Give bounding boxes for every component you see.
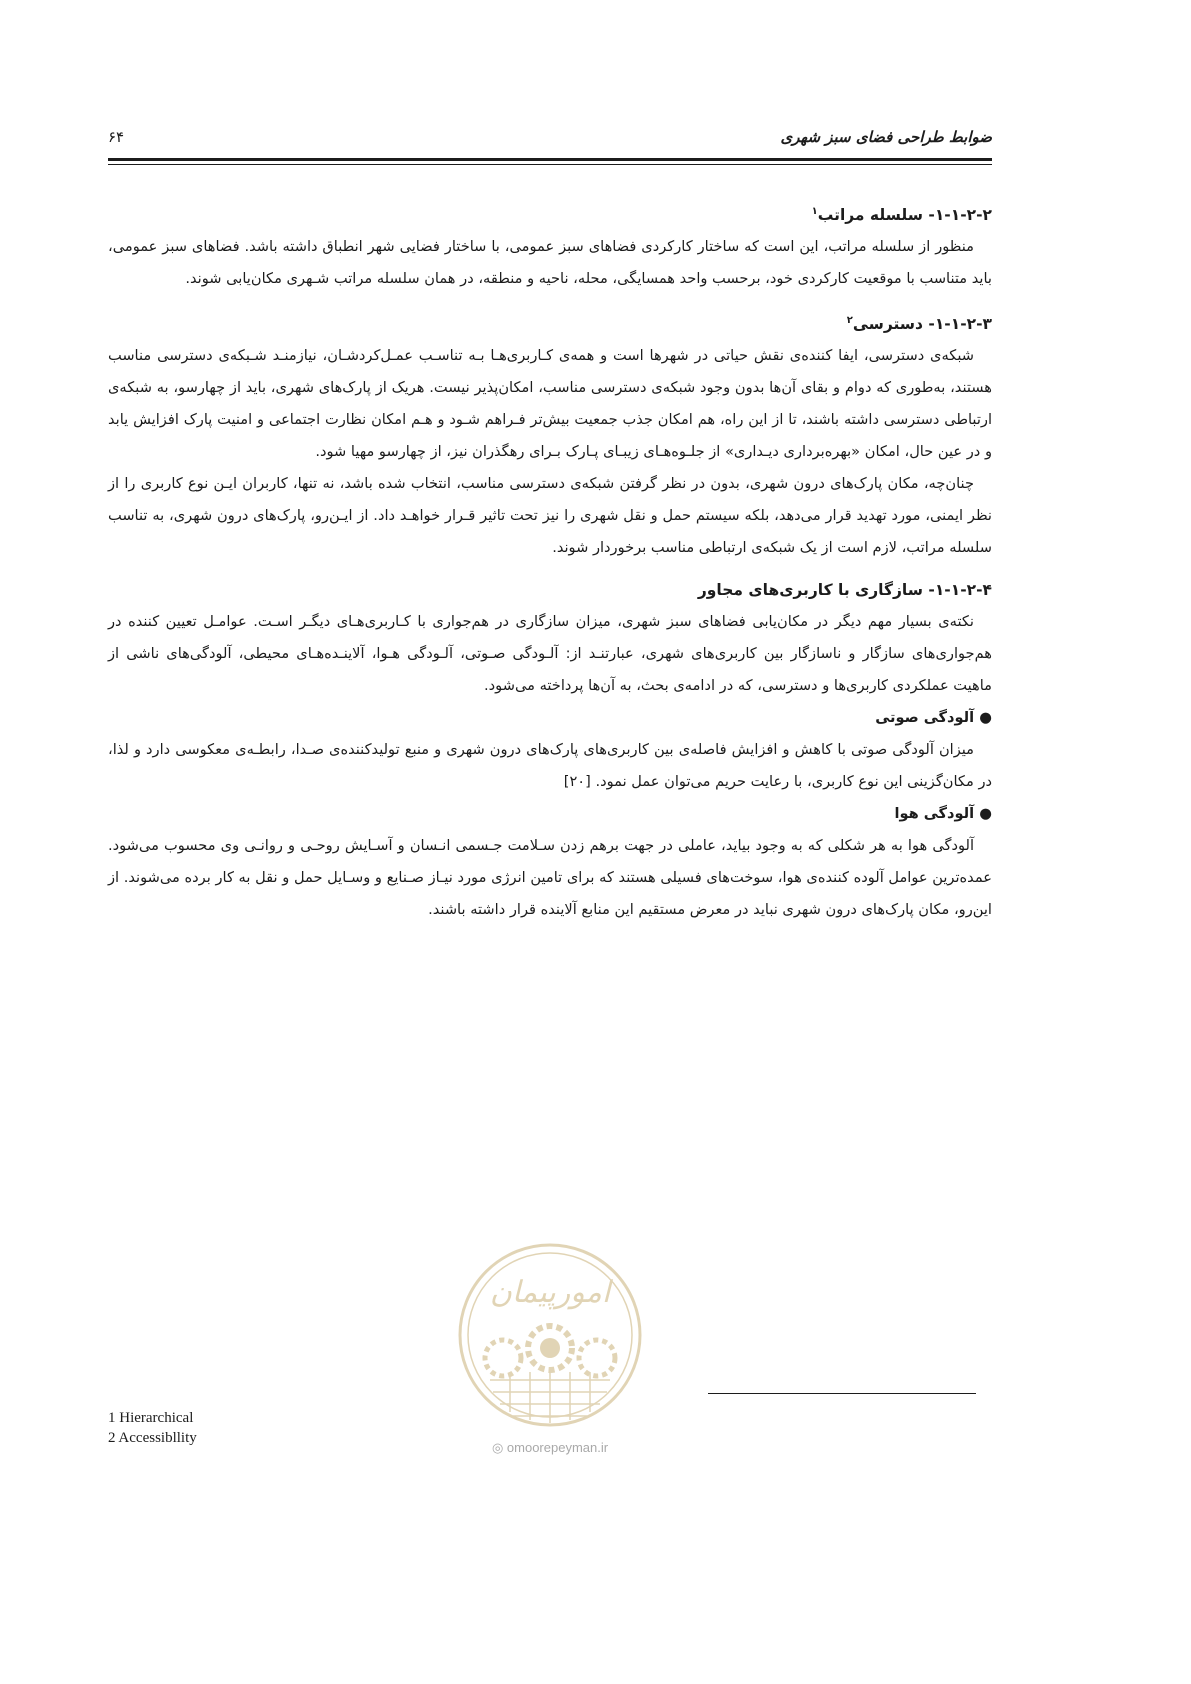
footnote-ref: ۱ <box>811 206 818 217</box>
footnote-2: 2 Accessibllity <box>108 1430 197 1446</box>
section-heading-access <box>108 305 992 340</box>
section-title: سازگاری با کاربری‌های مجاور <box>697 581 923 600</box>
paragraph: منظور از سلسله مراتب، این است که ساختار کارکردی فضاهای سبز عمومی، با ساختار فضایی شهر انطباق داشته باشد. فضاهای سبز عمومی، باید متناسب با موقعیت کارکردی خود، برحسب واحد همسایگی، محله، ناحیه و منطقه، در همان سلسله مراتب شـهری مکان‌یابی شوند. <box>108 238 992 288</box>
watermark <box>440 1240 660 1470</box>
body-text <box>108 196 992 926</box>
globe-icon: ◎ <box>491 1440 504 1455</box>
bullet-heading-noise <box>108 702 992 734</box>
section-heading-compatibility <box>108 574 992 606</box>
section-number: ۱-۱-۲-۳- <box>928 315 992 334</box>
paragraph: میزان آلودگی صوتی با کاهش و افزایش فاصله‌ی بین کاربری‌های پارک‌های درون شهری و منبع تولیدکننده‌ی صـدا، رابطـه‌ی معکوسی دارد و لذا، در مکان‌گزینی این نوع کاربری، با رعایت حریم می‌توان عمل نمود. [۲۰] <box>108 741 992 791</box>
paragraph: چنان‌چه، مکان پارک‌های درون شهری، بدون در نظر گرفتن شبکه‌ی دسترسی مناسب، انتخاب شده باشد، نه تنها، کاربران ایـن نوع کاربری را از نظر ایمنی، مورد تهدید قرار می‌دهد، بلکه سیستم حمل و نقل شهری را نیز تحت تاثیر قـرار خواهـد داد. از ایـن‌رو، پارک‌های درون شهری، به تناسب سلسله مراتب، لازم است از یک شبکه‌ی ارتباطی مناسب برخوردار شوند. <box>108 475 992 557</box>
header-rule-thick <box>108 158 992 161</box>
section-heading-hierarchy <box>108 196 992 231</box>
section-number: ۱-۱-۲-۲- <box>928 206 992 225</box>
watermark-seal-icon <box>455 1240 645 1430</box>
watermark-caption-text: omoorepeyman.ir <box>506 1440 609 1455</box>
footnote-separator <box>708 1393 976 1394</box>
paragraph: آلودگی هوا به هر شکلی که به وجود بیاید، عاملی در جهت برهم زدن سـلامت جـسمی انـسان و آسـایش روحـی و روانـی وی محسوب می‌شود. عمده‌ترین عوامل آلوده کننده‌ی هوا، سوخت‌های فسیلی هستند که برای تامین انرژی مورد نیـاز صـنایع و وسـایل حمل و نقل به کار برده می‌شوند. از این‌رو، مکان پارک‌های درون شهری نباید در معرض مستقیم این منابع آلاینده قرار داشته باشند. <box>108 837 992 919</box>
bullet-title: آلودگی صوتی <box>875 709 975 727</box>
section-title: سلسله مراتب <box>817 206 923 225</box>
running-header <box>108 128 992 152</box>
bullet-heading-air <box>108 798 992 830</box>
bullet-icon: ● <box>979 709 992 727</box>
page-number: ۶۴ <box>108 128 125 146</box>
section-number: ۱-۱-۲-۴- <box>928 581 992 600</box>
paragraph: شبکه‌ی دسترسی، ایفا کننده‌ی نقش حیاتی در شهرها است و همه‌ی کـاربری‌هـا بـه تناسـب عمـل‌کردشـان، نیازمنـد شـبکه‌ی دسترسی مناسب هستند، به‌طوری که دوام و بقای آن‌ها بدون وجود شبکه‌ی دسترسی مناسب، امکان‌پذیر نیست. هریک از پارک‌های شهری، باید از چهارسو، به شبکه‌ی ارتباطی دسترسی داشته باشند، تا از این راه، هم امکان جذب جمعیت بیش‌تر فـراهم شـود و هـم امکان نظارت اجتماعی و امنیت پارک افزایش یابد و در عین حال، امکان «بهره‌برداری دیـداری» از جلـوه‌هـای زیبـای پـارک بـرای رهگذران نیز، از چهارسو مهیا شود. <box>108 347 992 461</box>
footnote-ref: ۲ <box>846 315 853 327</box>
watermark-caption <box>440 1440 660 1456</box>
paragraph: نکته‌ی بسیار مهم دیگر در مکان‌یابی فضاهای سبز شهری، میزان سازگاری در هم‌جواری با کـاربری‌هـای دیگـر اسـت. عوامـل تعیین کننده در هم‌جواری‌های سازگار و ناسازگار بین کاربری‌های شهری، عبارتنـد از: آلـودگی صـوتی، آلـودگی هـوا، آلاینـده‌هـای محیطی، آلودگی‌های ناشی از ماهیت عملکردی کاربری‌ها و دسترسی، که در ادامه‌ی بحث، به آن‌ها پرداخته می‌شود. <box>108 613 992 695</box>
footnotes <box>108 1408 197 1448</box>
bullet-title: آلودگی هوا <box>894 805 975 823</box>
footnote-1: 1 Hierarchical <box>108 1410 194 1426</box>
header-rule-thin <box>108 164 992 165</box>
bullet-icon: ● <box>979 805 992 823</box>
watermark-seal-text: امورپیمان <box>489 1275 611 1310</box>
section-title: دسترسی <box>852 315 923 334</box>
book-title: ضوابط طراحی فضای سبز شهری <box>780 128 992 146</box>
